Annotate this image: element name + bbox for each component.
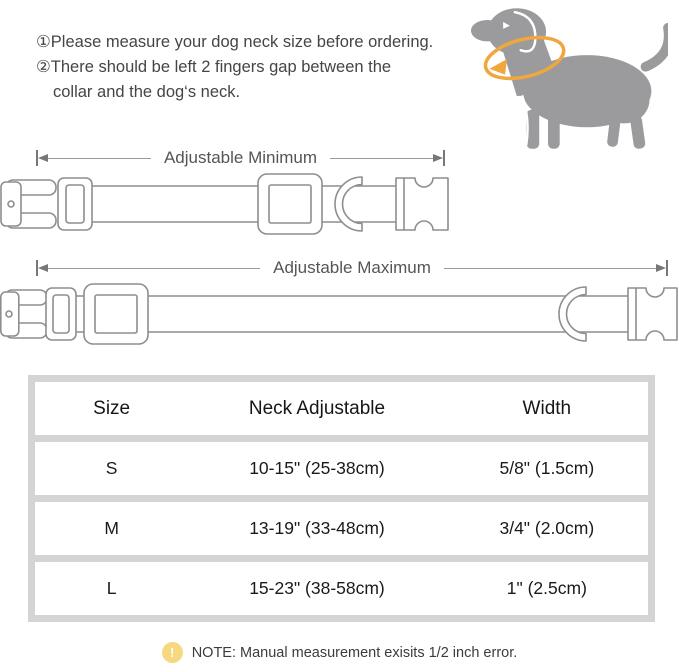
cell-size: M	[104, 518, 119, 538]
measure-row-maximum	[36, 258, 668, 278]
header-cell-width: Width	[522, 397, 572, 419]
adjustable-minimum-label: Adjustable Minimum	[163, 148, 318, 167]
cell-size: S	[105, 458, 118, 478]
adjustable-maximum-label: Adjustable Maximum	[273, 258, 431, 277]
size-table	[28, 375, 655, 622]
exclamation-icon: !	[162, 642, 183, 663]
instruction-line-1: ①Please measure your dog neck size before ordering.	[36, 33, 434, 51]
arrow-left-icon	[38, 154, 48, 162]
instructions	[36, 30, 433, 105]
cell-neck-adjustable: 13-19" (33-48cm)	[249, 518, 385, 538]
header-cell-size: Size	[93, 397, 131, 419]
buckle-male-clip	[1, 290, 47, 338]
collar-diagram-maximum	[0, 282, 679, 354]
cell-size: L	[106, 578, 117, 598]
instruction-line-3: collar and the dog‘s neck.	[53, 83, 241, 101]
right-end-bar	[443, 150, 445, 166]
measure-line	[48, 158, 151, 159]
collar-strap	[90, 186, 404, 222]
measure-line	[330, 158, 433, 159]
metal-frame	[58, 178, 92, 230]
note-text: NOTE: Manual measurement exisits 1/2 inch error.	[191, 644, 518, 661]
right-end-bar	[666, 260, 668, 276]
dog-illustration	[468, 2, 668, 154]
arrow-right-icon	[433, 154, 443, 162]
measure-line	[444, 268, 656, 269]
tri-glide-slider	[258, 174, 322, 234]
buckle-female	[396, 178, 448, 230]
arrow-right-icon	[656, 264, 666, 272]
buckle-male-clip	[1, 180, 56, 228]
collar-strap	[70, 296, 636, 332]
cell-neck-adjustable: 15-23" (38-58cm)	[249, 578, 385, 598]
collar-diagram-minimum	[0, 172, 450, 244]
measure-line	[48, 268, 260, 269]
measurement-note	[0, 642, 679, 663]
table-header-row	[35, 382, 648, 435]
tri-glide-slider	[84, 284, 148, 344]
instruction-line-2: ②There should be left 2 fingers gap between the	[36, 58, 392, 76]
arrow-left-icon	[38, 264, 48, 272]
metal-frame	[46, 288, 76, 340]
cell-neck-adjustable: 10-15" (25-38cm)	[249, 458, 385, 478]
cell-width: 3/4" (2.0cm)	[499, 518, 595, 538]
table-row-s	[35, 442, 648, 495]
table-row-l	[35, 562, 648, 615]
header-cell-neck-adjustable: Neck Adjustable	[248, 397, 386, 419]
measure-row-minimum	[36, 148, 445, 168]
buckle-female	[628, 288, 677, 340]
cell-width: 5/8" (1.5cm)	[499, 458, 595, 478]
table-row-m	[35, 502, 648, 555]
cell-width: 1" (2.5cm)	[506, 578, 587, 598]
